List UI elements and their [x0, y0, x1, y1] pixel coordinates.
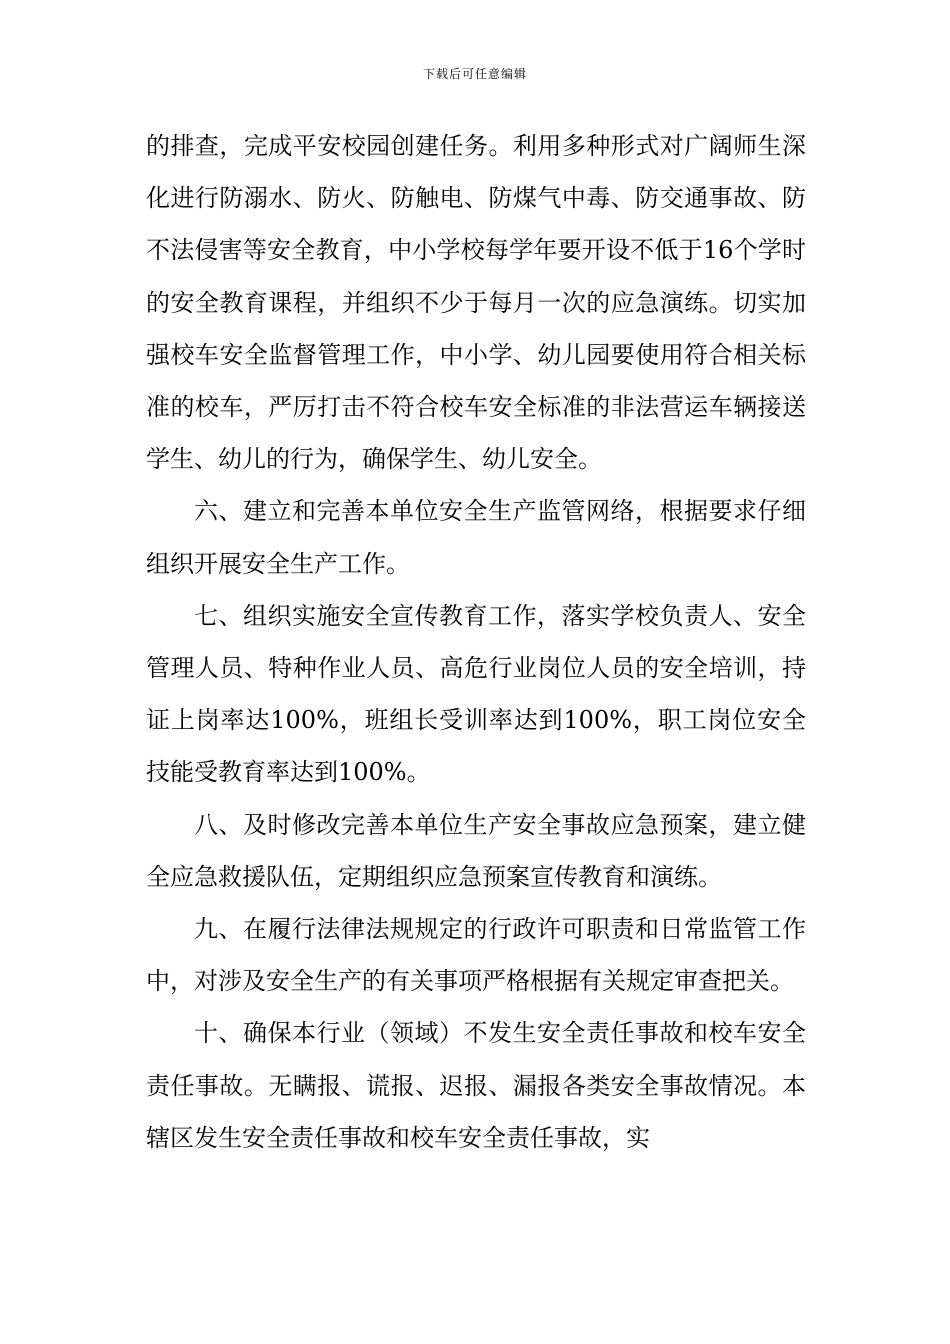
paragraph-item-7: 七、组织实施安全宣传教育工作，落实学校负责人、安全管理人员、特种作业人员、高危行业岗位人员的安全培训，持证上岗率达100%，班组长受训率达到100%，职工岗位安全技能受教育率达到100%。	[146, 601, 806, 787]
paragraph-item-10: 十、确保本行业（领域）不发生安全责任事故和校车安全责任事故。无瞒报、谎报、迟报、漏报各类安全事故情况。本辖区发生安全责任事故和校车安全责任事故，实	[146, 1019, 806, 1152]
document-body	[146, 120, 806, 1164]
paragraph-continuation: 的排查，完成平安校园创建任务。利用多种形式对广阔师生深化进行防溺水、防火、防触电、防煤气中毒、防交通事故、防不法侵害等安全教育，中小学校每学年要开设不低于16个学时的安全教育课程，并组织不少于每月一次的应急演练。切实加强校车安全监督管理工作，中小学、幼儿园要使用符合相关标准的校车，严厉打击不符合校车安全标准的非法营运车辆接送学生、幼儿的行为，确保学生、幼儿安全。	[146, 132, 806, 474]
header-note: 下载后可任意编辑	[422, 67, 527, 81]
paragraph-item-8: 八、及时修改完善本单位生产安全事故应急预案，建立健全应急救援队伍，定期组织应急预案宣传教育和演练。	[146, 810, 806, 891]
paragraph-item-6: 六、建立和完善本单位安全生产监管网络，根据要求仔细组织开展安全生产工作。	[146, 497, 806, 578]
paragraph-item-9: 九、在履行法律法规规定的行政许可职责和日常监管工作中，对涉及安全生产的有关事项严格根据有关规定审查把关。	[146, 915, 806, 996]
